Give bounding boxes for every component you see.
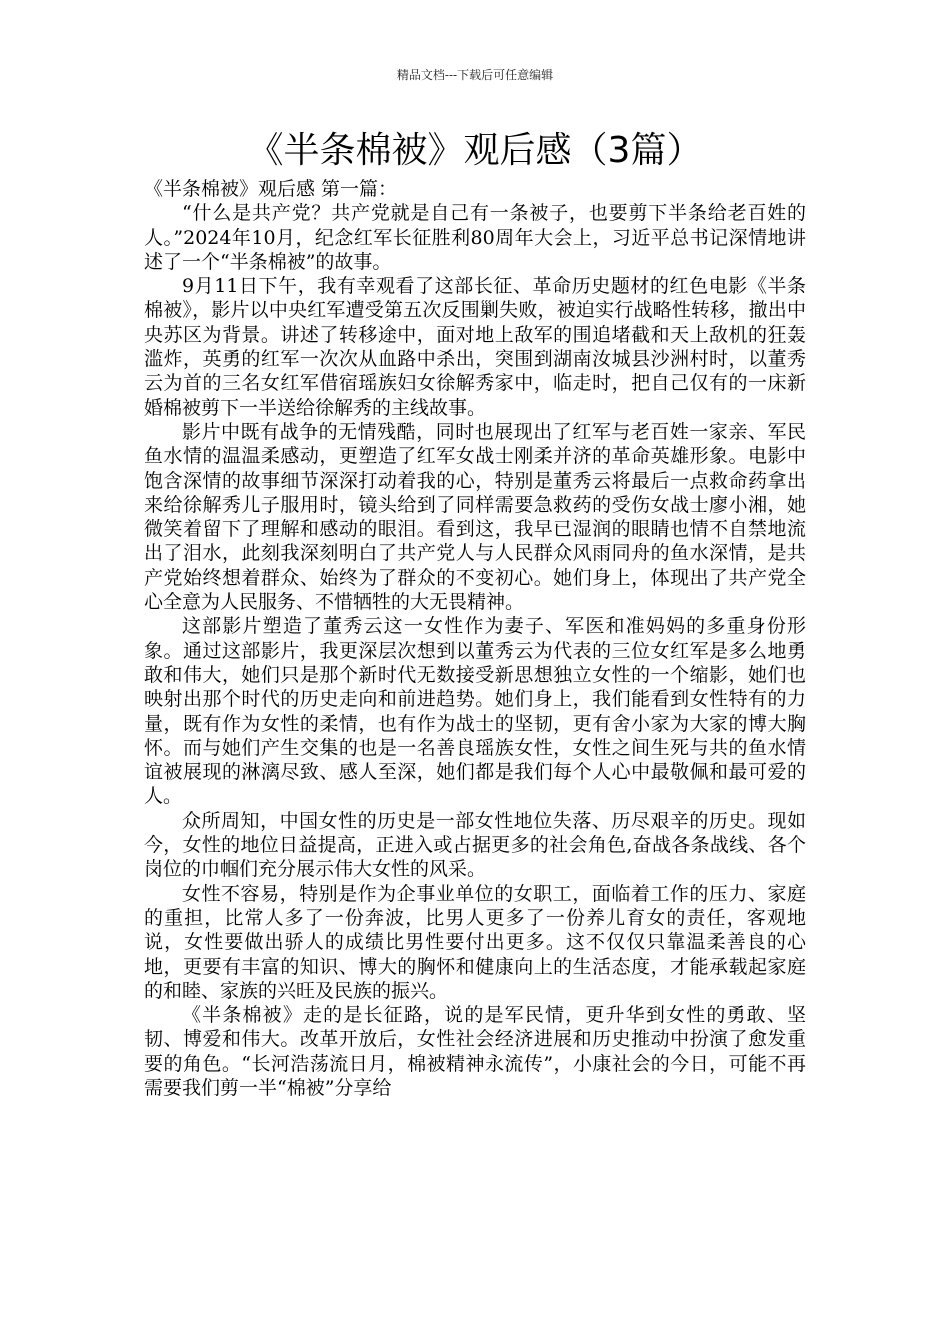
- paragraph-7: 《半条棉被》走的是长征路，说的是军民情，更升华到女性的勇敢、坚韧、博爱和伟大。改革开放后，女性社会经济进展和历史推动中扮演了愈发重要的角色。“长河浩荡流日月，棉被精神永流传”，小康社会的今日，可能不再需要我们剪一半“棉被”分享给: [144, 1004, 806, 1099]
- section-subheading: 《半条棉被》观后感 第一篇：: [144, 178, 398, 200]
- paragraph-4: 这部影片塑造了董秀云这一女性作为妻子、军医和准妈妈的多重身份形象。通过这部影片，我更深层次想到以董秀云为代表的三位女红军是多么地勇敢和伟大，她们只是那个新时代无数接受新思想独立女性的一个缩影，她们也映射出那个时代的历史走向和前进趋势。她们身上，我们能看到女性特有的力量，既有作为女性的柔情，也有作为战士的坚韧，更有舍小家为大家的博大胸怀。而与她们产生交集的也是一名善良瑶族女性，女性之间生死与共的鱼水情谊被展现的淋漓尽致、感人至深，她们都是我们每个人心中最敬佩和最可爱的人。: [144, 615, 806, 808]
- paragraph-5: 众所周知，中国女性的历史是一部女性地位失落、历尽艰辛的历史。现如今，女性的地位日益提高，正进入或占据更多的社会角色,奋战各条战线、各个岗位的巾帼们充分展示伟大女性的风采。: [144, 809, 806, 881]
- paragraph-1: “什么是共产党？共产党就是自己有一条被子，也要剪下半条给老百姓的人。”2024年10月，纪念红军长征胜利80周年大会上，习近平总书记深情地讲述了一个“半条棉被”的故事。: [144, 202, 806, 273]
- paragraph-3: 影片中既有战争的无情残酷，同时也展现出了红军与老百姓一家亲、军民鱼水情的温温柔感动，更塑造了红军女战士刚柔并济的革命英雄形象。电影中饱含深情的故事细节深深打动着我的心，特别是董秀云将最后一点救命药拿出来给徐解秀儿子服用时，镜头给到了同样需要急救药的受伤女战士廖小湘，她微笑着留下了理解和感动的眼泪。看到这，我早已湿润的眼睛也情不自禁地流出了泪水，此刻我深刻明白了共产党人与人民群众风雨同舟的鱼水深情，是共产党始终想着群众、始终为了群众的不变初心。她们身上，体现出了共产党全心全意为人民服务、不惜牺牲的大无畏精神。: [144, 420, 806, 614]
- header-note: 精品文档---下载后可任意编辑: [396, 68, 554, 82]
- document-title: 《半条棉被》观后感（3篇）: [247, 130, 703, 171]
- document-body: [144, 177, 806, 1100]
- paragraph-6: 女性不容易，特别是作为企事业单位的女职工，面临着工作的压力、家庭的重担，比常人多了一份奔波，比男人更多了一份养儿育女的责任，客观地说，女性要做出骄人的成绩比男性要付出更多。这不仅仅只靠温柔善良的心地，更要有丰富的知识、博大的胸怀和健康向上的生活态度，才能承载起家庭的和睦、家族的兴旺及民族的振兴。: [144, 882, 806, 1002]
- paragraph-2: 9月11日下午，我有幸观看了这部长征、革命历史题材的红色电影《半条棉被》，影片以中央红军遭受第五次反围剿失败，被迫实行战略性转移，撤出中央苏区为背景。讲述了转移途中，面对地上敌军的围追堵截和天上敌机的狂轰滥炸，英勇的红军一次次从血路中杀出，突围到湖南汝城县沙洲村时，以董秀云为首的三名女红军借宿瑶族妇女徐解秀家中，临走时，把自己仅有的一床新婚棉被剪下一半送给徐解秀的主线故事。: [144, 275, 806, 419]
